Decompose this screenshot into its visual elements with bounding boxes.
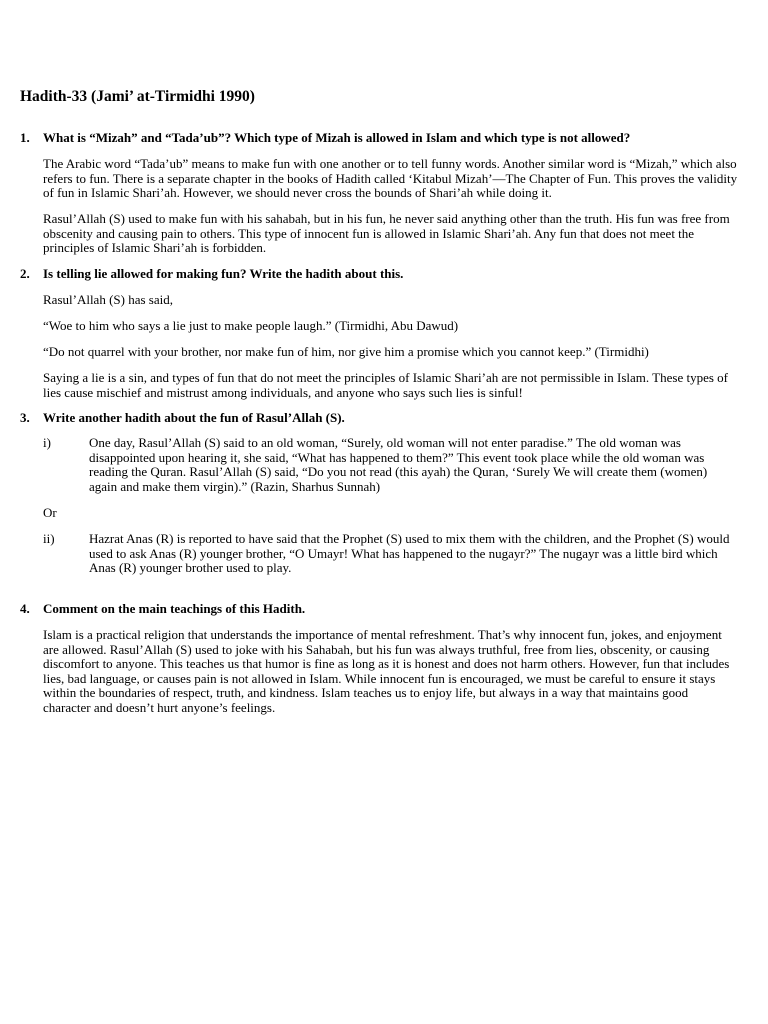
question-text: What is “Mizah” and “Tada’ub”? Which type of Mizah is allowed in Islam and which type is not allowed?: [43, 130, 631, 145]
answer-paragraph: Rasul’Allah (S) used to make fun with his sahabah, but in his fun, he never said anything other than the truth. His fun was free from obscenity and causing pain to others. This type of innocent fun is allowed in Islamic Shari’ah. Any fun that does not meet the principles of Islamic Shari’ah is forbidden.: [43, 211, 730, 256]
question-1: [20, 131, 630, 146]
answer-paragraph: Saying a lie is a sin, and types of fun that do not meet the principles of Islamic Shari’ah are not permissible in Islam. These types of lies cause mischief and mistrust among individuals, and anyone who says such lies is sinful!: [43, 370, 728, 400]
item-label: ii): [43, 531, 55, 546]
item-text: Hazrat Anas (R) is reported to have said that the Prophet (S) used to mix them with the children, and the Prophet (S) would used to ask Anas (R) younger brother, “O Umayr! What has happened to the nugayr?” The nugayr was a little bird which Anas (R) younger brother used to play.: [89, 531, 730, 576]
question-4: [20, 602, 305, 617]
answer-paragraph: The Arabic word “Tada’ub” means to make fun with one another or to tell funny words. Another similar word is “Mizah,” which also refers to fun. There is a separate chapter in the books of Hadith called ‘Kitabul Mizah’—The Chapter of Fun. This proves the validity of fun in Islamic Shari’ah. However, we should never cross the bounds of Shari’ah while doing it.: [43, 156, 738, 201]
or-separator: Or: [43, 505, 57, 520]
item-text: One day, Rasul’Allah (S) said to an old woman, “Surely, old woman will not enter paradise.” The old woman was disappointed upon hearing it, she said, “What has happened to them?” This event took place while the old woman was reading the Quran. Rasul’Allah (S) said, “Do you not read (this ayah) the Quran, ‘Surely We will create them (women) again and make them virgin).” (Razin, Sharhus Sunnah): [89, 435, 708, 494]
item-label: i): [43, 435, 51, 450]
question-number: 4.: [20, 601, 30, 616]
question-text: Is telling lie allowed for making fun? Write the hadith about this.: [43, 266, 404, 281]
question-text: Comment on the main teachings of this Hadith.: [43, 601, 306, 616]
question-2: [20, 267, 403, 282]
answer-paragraph: Islam is a practical religion that understands the importance of mental refreshment. That’s why innocent fun, jokes, and enjoyment are allowed. Rasul’Allah (S) used to joke with his Sahabah, but his fun was always truthful, free from lies, obscenity, or causing discomfort to anyone. This teaches us that humor is fine as long as it is honest and does not harm others. However, fun that includes lies, bad language, or causes pain is not allowed in Islam. While innocent fun is encouraged, we must be careful to ensure it stays within the boundaries of respect, truth, and kindness. Islam teaches us to enjoy life, but always in a way that maintains good character and doesn’t hurt anyone’s feelings.: [43, 627, 730, 715]
question-number: 1.: [20, 130, 30, 145]
question-text: Write another hadith about the fun of Rasul’Allah (S).: [43, 410, 345, 425]
question-number: 3.: [20, 410, 30, 425]
hadith-quote: “Woe to him who says a lie just to make people laugh.” (Tirmidhi, Abu Dawud): [43, 318, 459, 333]
answer-paragraph: Rasul’Allah (S) has said,: [43, 292, 173, 307]
page-title: Hadith-33 (Jami’ at-Tirmidhi 1990): [20, 88, 255, 105]
hadith-quote: “Do not quarrel with your brother, nor make fun of him, nor give him a promise which you cannot keep.” (Tirmidhi): [43, 344, 649, 359]
question-3: [20, 411, 345, 426]
question-number: 2.: [20, 266, 30, 281]
